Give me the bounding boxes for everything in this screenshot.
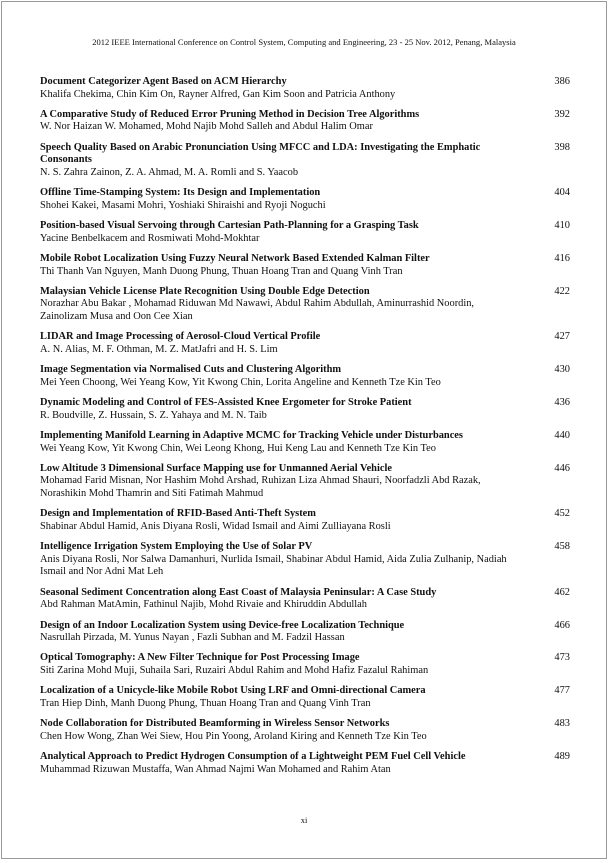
page-number: 436 <box>554 397 570 409</box>
paper-title: Malaysian Vehicle License Plate Recognition Using Double Edge Detection <box>40 285 370 297</box>
page-number: 489 <box>554 751 570 762</box>
page-number: 404 <box>554 187 570 199</box>
toc-entry[interactable] <box>40 331 570 356</box>
paper-authors: Muhammad Rizuwan Mustaffa, Wan Ahmad Najmi Wan Mohamed and Rahim Atan <box>40 763 391 775</box>
paper-title: Dynamic Modeling and Control of FES-Assisted Knee Ergometer for Stroke Patient <box>40 397 412 409</box>
page-number: 452 <box>554 508 570 520</box>
paper-title: Offline Time-Stamping System: Its Design and Implementation <box>40 187 321 199</box>
toc-entry[interactable] <box>40 76 570 101</box>
page-number: 477 <box>554 685 570 697</box>
toc-entry[interactable] <box>40 463 570 501</box>
paper-authors: Shohei Kakei, Masami Mohri, Yoshiaki Shiraishi and Ryoji Noguchi <box>40 199 326 211</box>
paper-authors: N. S. Zahra Zainon, Z. A. Ahmad, M. A. Romli and S. Yaacob <box>40 166 299 178</box>
page-number: 392 <box>554 108 570 120</box>
toc-entry[interactable] <box>40 286 570 324</box>
paper-authors: Siti Zarina Mohd Muji, Suhaila Sari, Ruzairi Abdul Rahim and Mohd Hafiz Fazalul Rahiman <box>40 664 429 676</box>
paper-authors: Khalifa Chekima, Chin Kim On, Rayner Alfred, Gan Kim Soon and Patricia Anthony <box>40 88 396 100</box>
paper-title: Seasonal Sediment Concentration along East Coast of Malaysia Peninsular: A Case Study <box>40 586 437 598</box>
paper-authors: R. Boudville, Z. Hussain, S. Z. Yahaya and M. N. Taib <box>40 409 267 421</box>
paper-authors: Abd Rahman MatAmin, Fathinul Najib, Mohd Rivaie and Khiruddin Abdullah <box>40 599 367 611</box>
toc-entry[interactable] <box>40 541 570 579</box>
paper-authors: Thi Thanh Van Nguyen, Manh Duong Phung, Thuan Hoang Tran and Quang Vinh Tran <box>40 265 403 277</box>
toc-entry[interactable] <box>40 685 570 710</box>
paper-authors: Wei Yeang Kow, Yit Kwong Chin, Wei Leong Khong, Hui Keng Lau and Kenneth Tze Kin Teo <box>40 442 436 454</box>
paper-authors: Tran Hiep Dinh, Manh Duong Phung, Thuan Hoang Tran and Quang Vinh Tran <box>40 697 371 709</box>
paper-authors: Mohamad Farid Misnan, Nor Hashim Mohd Arshad, Ruhizan Liza Ahmad Shauri, Noorfadzli Abd Razak, Norashikin Mohd Thamrin and Siti Fatimah Mahmud <box>40 475 481 499</box>
paper-title: Implementing Manifold Learning in Adaptive MCMC for Tracking Vehicle under Disturbances <box>40 429 463 441</box>
page-number: 458 <box>554 541 570 553</box>
toc-entry[interactable] <box>40 364 570 389</box>
toc-entry[interactable] <box>40 109 570 134</box>
toc-entry[interactable] <box>40 718 570 743</box>
toc-entry[interactable] <box>40 142 570 180</box>
paper-authors: Shabinar Abdul Hamid, Anis Diyana Rosli, Widad Ismail and Aimi Zulliayana Rosli <box>40 520 391 532</box>
running-header: 2012 IEEE International Conference on Control System, Computing and Engineering, 23 - 25 Nov. 2012, Penang, Malaysia <box>92 37 516 47</box>
toc-entry[interactable] <box>40 187 570 212</box>
toc-entry[interactable] <box>40 652 570 677</box>
toc-entry[interactable] <box>40 397 570 422</box>
page-number: 410 <box>554 220 570 232</box>
paper-authors: Nasrullah Pirzada, M. Yunus Nayan , Fazli Subhan and M. Fadzil Hassan <box>40 632 345 644</box>
paper-authors: Anis Diyana Rosli, Nor Salwa Damanhuri, Nurlida Ismail, Shabinar Abdul Hamid, Aida Zulia Zulhanip, Nadiah Ismail and Nor Adni Mat Leh <box>40 553 507 578</box>
paper-title: Optical Tomography: A New Filter Technique for Post Processing Image <box>40 652 360 664</box>
page-number: 427 <box>554 331 570 343</box>
toc-entry[interactable] <box>40 220 570 245</box>
page-number-footer: xi <box>300 815 308 825</box>
toc-entry[interactable] <box>40 620 570 645</box>
page-number: 386 <box>554 76 570 87</box>
paper-title: Analytical Approach to Predict Hydrogen Consumption of a Lightweight PEM Fuel Cell Vehicle <box>40 751 466 762</box>
paper-title: Design and Implementation of RFID-Based Anti-Theft System <box>40 508 316 520</box>
toc-entry[interactable] <box>40 751 570 776</box>
toc-entry[interactable] <box>40 587 570 612</box>
paper-title: Mobile Robot Localization Using Fuzzy Neural Network Based Extended Kalman Filter <box>40 252 430 264</box>
page-number: 446 <box>554 462 570 474</box>
paper-authors: W. Nor Haizan W. Mohamed, Mohd Najib Mohd Salleh and Abdul Halim Omar <box>40 121 373 133</box>
toc-entry[interactable] <box>40 508 570 533</box>
page-number: 483 <box>554 718 570 730</box>
paper-title: Position-based Visual Servoing through Cartesian Path-Planning for a Grasping Task <box>40 220 419 232</box>
paper-title: Speech Quality Based on Arabic Pronunciation Using MFCC and LDA: Investigating the Emphatic Consonants <box>40 141 481 166</box>
paper-title: Intelligence Irrigation System Employing the Use of Solar PV <box>40 541 313 553</box>
paper-title: Design of an Indoor Localization System using Device-free Localization Technique <box>40 619 405 631</box>
page-number: 422 <box>554 285 570 297</box>
page-number: 462 <box>554 586 570 598</box>
toc-entry[interactable] <box>40 430 570 455</box>
page-number: 466 <box>554 619 570 631</box>
table-of-contents <box>40 76 570 784</box>
paper-title: Image Segmentation via Normalised Cuts and Clustering Algorithm <box>40 364 342 376</box>
paper-authors: A. N. Alias, M. F. Othman, M. Z. MatJafri and H. S. Lim <box>40 343 278 355</box>
paper-authors: Chen How Wong, Zhan Wei Siew, Hou Pin Yoong, Aroland Kiring and Kenneth Tze Kin Teo <box>40 730 427 742</box>
paper-title: A Comparative Study of Reduced Error Pruning Method in Decision Tree Algorithms <box>40 108 420 120</box>
document-page <box>1 1 607 859</box>
page-number: 416 <box>554 252 570 264</box>
paper-authors: Norazhar Abu Bakar , Mohamad Riduwan Md Nawawi, Abdul Rahim Abdullah, Aminurrashid Noordin, Zainolizam Musa and Oon Cee Xian <box>40 298 475 323</box>
page-number: 440 <box>554 429 570 441</box>
paper-title: Localization of a Unicycle-like Mobile Robot Using LRF and Omni-directional Camera <box>40 685 426 697</box>
paper-title: Node Collaboration for Distributed Beamforming in Wireless Sensor Networks <box>40 718 390 730</box>
page-number: 473 <box>554 652 570 664</box>
paper-title: Document Categorizer Agent Based on ACM Hierarchy <box>40 76 287 87</box>
page-number: 398 <box>554 141 570 153</box>
page-number: 430 <box>554 364 570 376</box>
paper-authors: Mei Yeen Choong, Wei Yeang Kow, Yit Kwong Chin, Lorita Angeline and Kenneth Tze Kin Teo <box>40 376 441 388</box>
paper-title: Low Altitude 3 Dimensional Surface Mapping use for Unmanned Aerial Vehicle <box>40 462 392 474</box>
toc-entry[interactable] <box>40 253 570 278</box>
paper-authors: Yacine Benbelkacem and Rosmiwati Mohd-Mokhtar <box>40 232 260 244</box>
paper-title: LIDAR and Image Processing of Aerosol-Cloud Vertical Profile <box>40 331 321 343</box>
